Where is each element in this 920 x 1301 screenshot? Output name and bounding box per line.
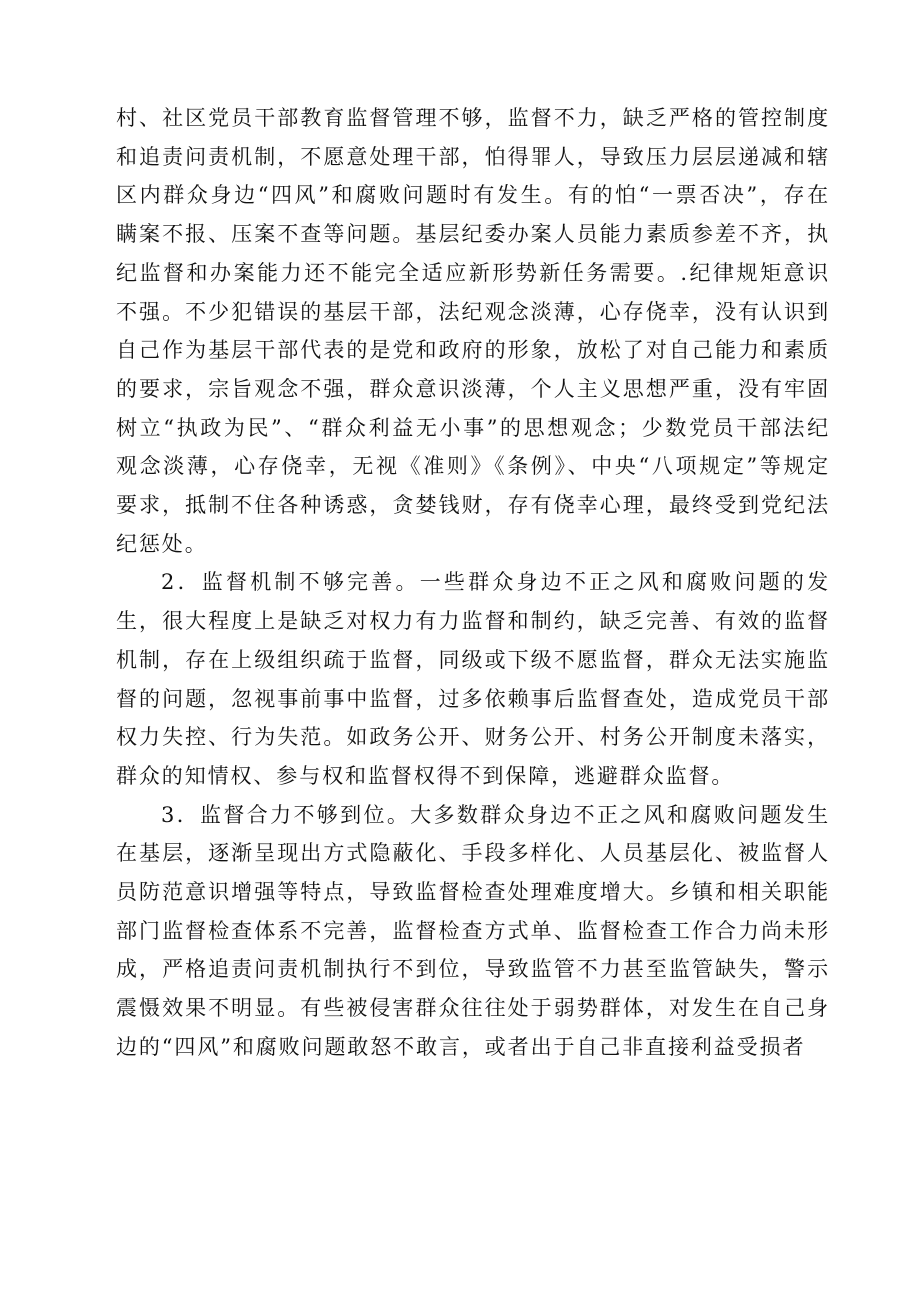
- paragraph-discipline-awareness: 村、社区党员干部教育监督管理不够，监督不力，缺乏严格的管控制度和追责问责机制，不愿意处理干部，怕得罪人，导致压力层层递减和辖区内群众身边“四风”和腐败问题时有发生。有的怕“一票否决”，存在瞒案不报、压案不查等问题。基层纪委办案人员能力素质参差不齐，执纪监督和办案能力还不能完全适应新形势新任务需要。.纪律规矩意识不强。不少犯错误的基层干部，法纪观念淡薄，心存侥幸，没有认识到自己作为基层干部代表的是党和政府的形象，放松了对自己能力和素质的要求，宗旨观念不强，群众意识淡薄，个人主义思想严重，没有牢固树立“执政为民”、“群众利益无小事”的思想观念；少数党员干部法纪观念淡薄，心存侥幸，无视《准则》《条例》、中央“八项规定”等规定要求，抵制不住各种诱惑，贪婪钱财，存有侥幸心理，最终受到党纪法纪惩处。: [116, 106, 830, 556]
- paragraph-supervision-synergy: 3．监督合力不够到位。大多数群众身边不正之风和腐败问题发生在基层，逐渐呈现出方式隐蔽化、手段多样化、人员基层化、被监督人员防范意识增强等特点，导致监督检查处理难度增大。乡镇和相关职能部门监督检查体系不完善，监督检查方式单、监督检查工作合力尚未形成，严格追责问责机制执行不到位，导致监管不力甚至监管缺失，警示震慑效果不明显。有些被侵害群众往往处于弱势群体，对发生在自己身边的“四风”和腐败问题敢怒不敢言，或者出于自己非直接利益受损者: [116, 802, 830, 1059]
- paragraph-supervision-mechanism: 2．监督机制不够完善。一些群众身边不正之风和腐败问题的发生，很大程度上是缺乏对权力有力监督和制约，缺乏完善、有效的监督机制，存在上级组织疏于监督，同级或下级不愿监督，群众无法实施监督的问题，忽视事前事中监督，过多依赖事后监督查处，造成党员干部权力失控、行为失范。如政务公开、财务公开、村务公开制度未落实，群众的知情权、参与权和监督权得不到保障，逃避群众监督。: [116, 570, 830, 788]
